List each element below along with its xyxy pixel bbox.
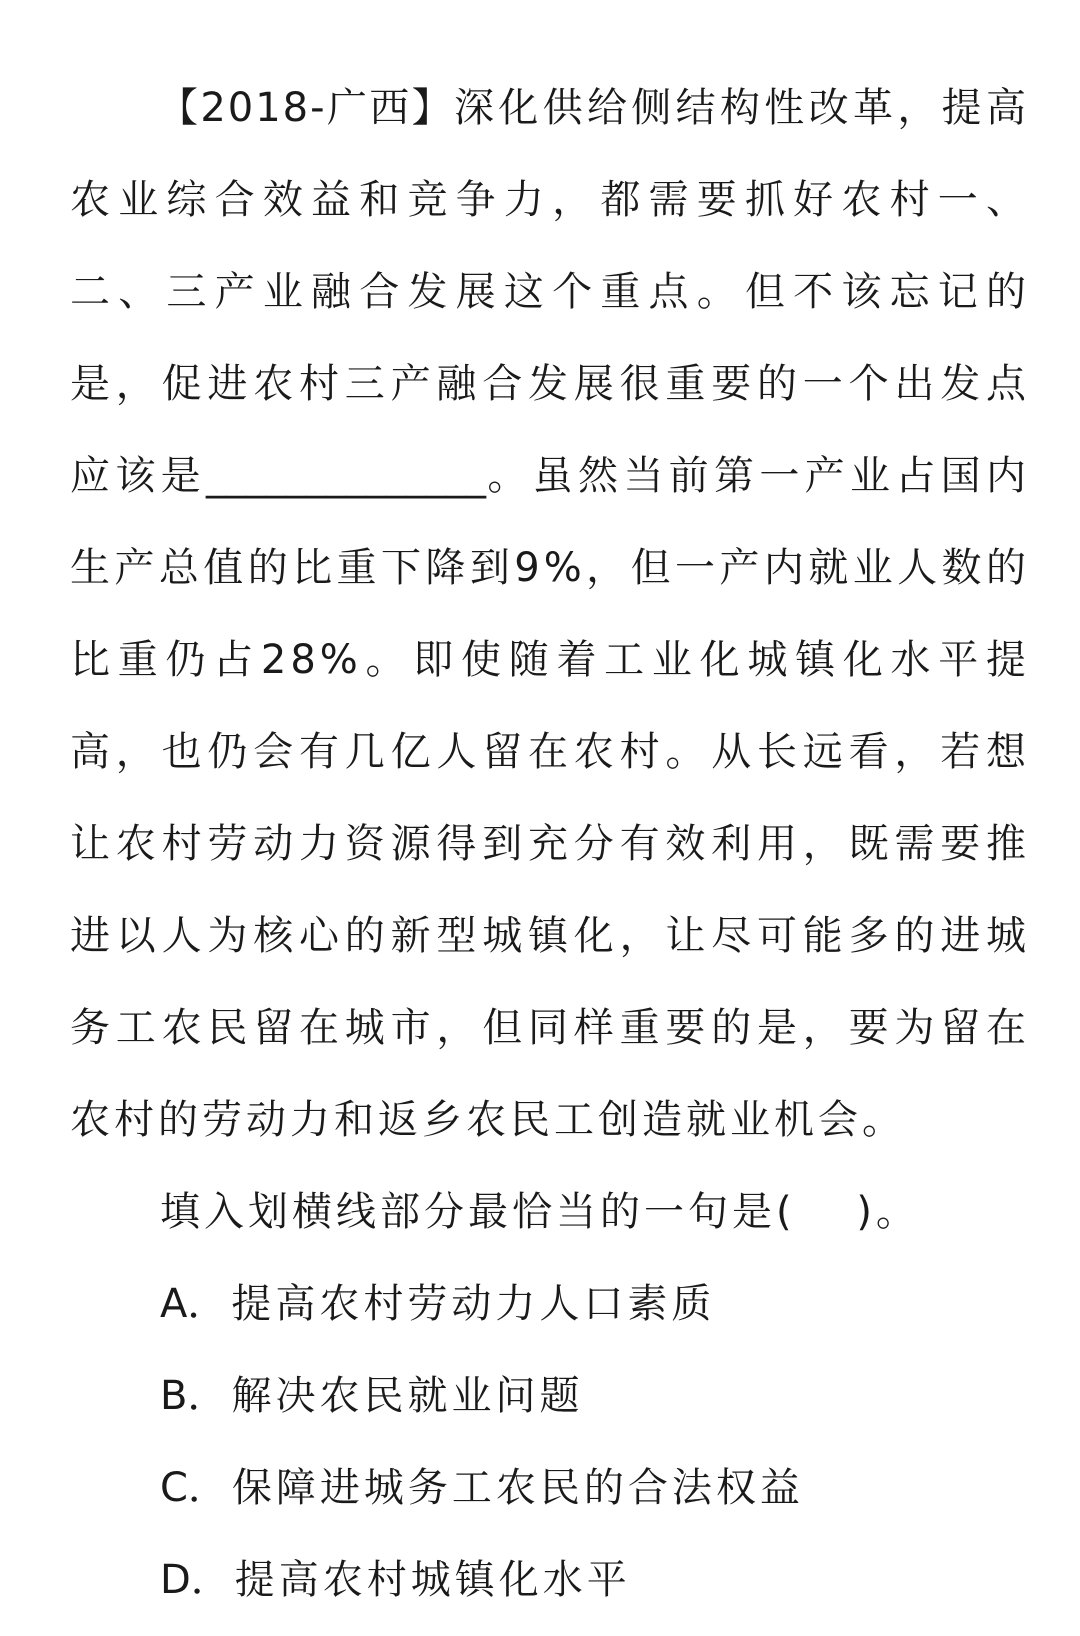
passage <box>70 62 1030 1166</box>
option-letter: D <box>160 1557 191 1603</box>
option-letter: A <box>160 1281 188 1327</box>
answer-blank: ______________ <box>206 453 486 499</box>
option-letter: B <box>160 1373 188 1419</box>
option-text: ．解决农民就业问题 <box>187 1373 584 1419</box>
option-text: ．提高农村城镇化水平 <box>190 1557 631 1603</box>
question-page <box>70 62 1030 1626</box>
option-d[interactable] <box>70 1534 1030 1626</box>
option-text: ．提高农村劳动力人口素质 <box>187 1281 716 1327</box>
options-list <box>70 1258 1030 1626</box>
option-text: ．保障进城务工农民的合法权益 <box>187 1465 804 1511</box>
option-letter: C <box>160 1465 188 1511</box>
question-stem: 填入划横线部分最恰当的一句是( )。 <box>160 1189 920 1235</box>
passage-text-before-blank: 深化供给侧结构性改革，提高农业综合效益和竞争力，都需要抓好农村一、二、三产业融合发展这个重点。但不该忘记的是，促进农村三产融合发展很重要的一个出发点应该是 <box>70 85 1031 499</box>
option-b[interactable] <box>70 1350 1030 1442</box>
passage-text-after-blank: 。虽然当前第一产业占国内生产总值的比重下降到9%，但一产内就业人数的比重仍占28%。即使随着工业化城镇化水平提高，也仍会有几亿人留在农村。从长远看，若想让农村劳动力资源得到充分有效利用，既需要推进以人为核心的新型城镇化，让尽可能多的进城务工农民留在城市，但同样重要的是，要为留在农村的劳动力和返乡农民工创造就业机会。 <box>70 453 1030 1143</box>
option-a[interactable] <box>70 1258 1030 1350</box>
source-tag: 【2018-广西】 <box>158 85 454 131</box>
option-c[interactable] <box>70 1442 1030 1534</box>
